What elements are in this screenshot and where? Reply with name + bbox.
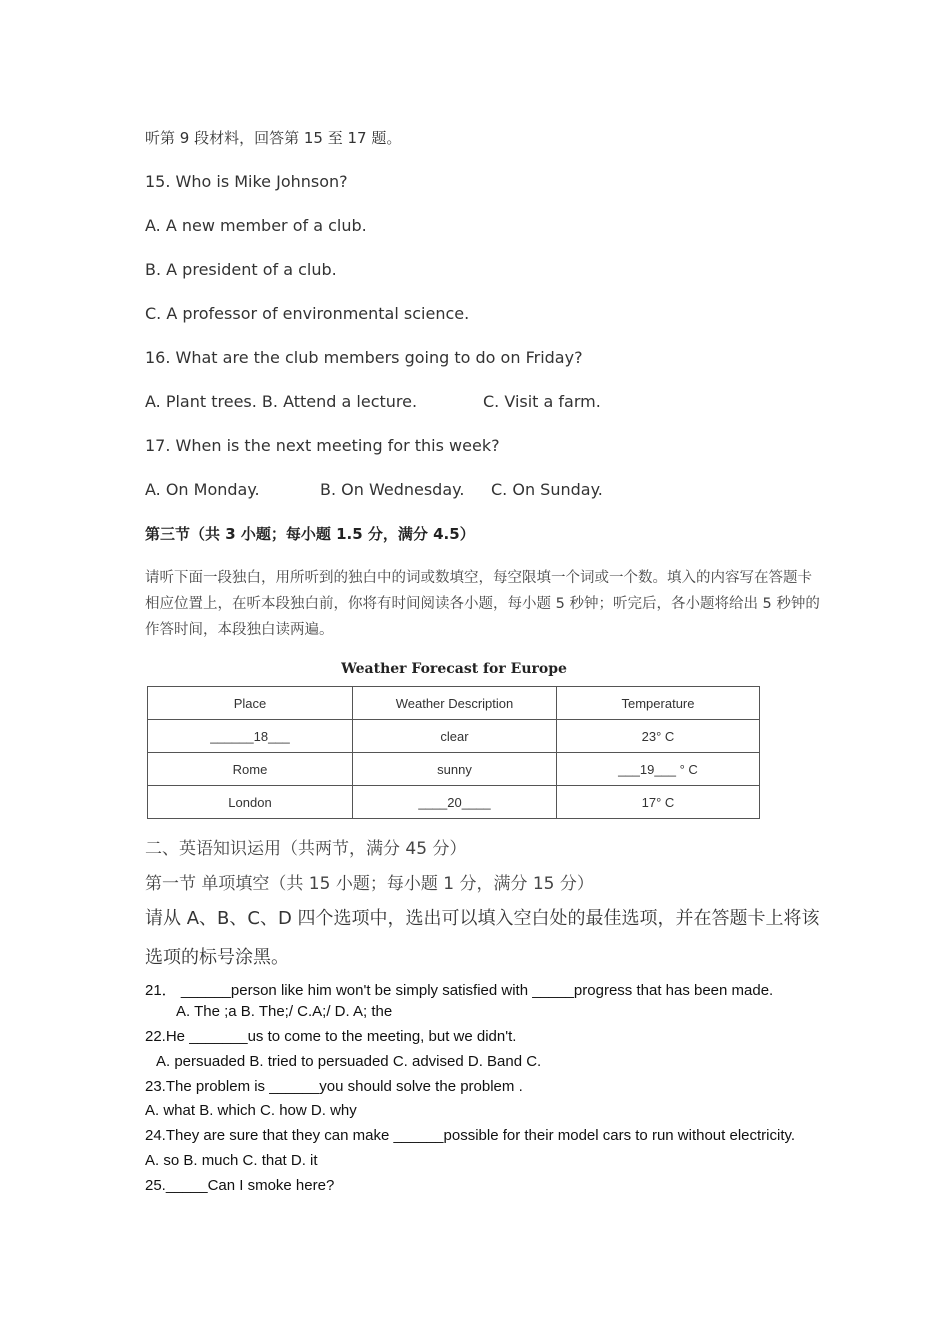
question-21-options: A. The ;a B. The;/ C.A;/ D. A; the <box>176 1003 393 1020</box>
passage-9-intro: 听第 9 段材料，回答第 15 至 17 题。 <box>145 129 402 147</box>
question-17-option-a: A. On Monday. <box>145 480 260 499</box>
header-place: Place <box>148 687 353 720</box>
table-row <box>148 753 760 786</box>
question-22-options: A. persuaded B. tried to persuaded C. advised D. Band C. <box>156 1053 542 1070</box>
question-24-options: A. so B. much C. that D. it <box>145 1152 318 1169</box>
weather-table-title: Weather Forecast for Europe <box>341 661 567 677</box>
question-15: 15. Who is Mike Johnson? <box>145 172 348 191</box>
header-weather-description: Weather Description <box>353 687 557 720</box>
cell-weather: sunny <box>353 753 557 786</box>
cell-weather: ____20____ <box>353 786 557 819</box>
cell-place: Rome <box>148 753 353 786</box>
question-24: 24.They are sure that they can make ______possible for their model cars to run without electricity. <box>145 1127 796 1144</box>
part-2-instructions-line-2: 选项的标号涂黑。 <box>145 947 289 968</box>
cell-temperature: 17° C <box>557 786 760 819</box>
question-15-option-c: C. A professor of environmental science. <box>145 304 470 323</box>
cell-weather: clear <box>353 720 557 753</box>
question-22: 22.He _______us to come to the meeting, but we didn't. <box>145 1028 517 1045</box>
question-17-option-b: B. On Wednesday. <box>320 480 465 499</box>
question-17: 17. When is the next meeting for this week? <box>145 436 500 455</box>
cell-temperature: ___19___ ° C <box>557 753 760 786</box>
question-23: 23.The problem is ______you should solve the problem . <box>145 1078 523 1095</box>
cell-place: ______18___ <box>148 720 353 753</box>
header-temperature: Temperature <box>557 687 760 720</box>
part-2-section-1-heading: 第一节 单项填空（共 15 小题；每小题 1 分，满分 15 分） <box>145 874 594 894</box>
question-16-option-c: C. Visit a farm. <box>483 392 601 411</box>
weather-forecast-table <box>147 686 760 819</box>
question-23-options: A. what B. which C. how D. why <box>145 1102 357 1119</box>
question-17-option-c: C. On Sunday. <box>491 480 603 499</box>
part-2-instructions-line-1: 请从 A、B、C、D 四个选项中，选出可以填入空白处的最佳选项，并在答题卡上将该 <box>145 908 820 929</box>
question-16-options-ab: A. Plant trees. B. Attend a lecture. <box>145 392 418 411</box>
question-15-option-a: A. A new member of a club. <box>145 216 367 235</box>
table-row <box>148 720 760 753</box>
section-3-heading: 第三节（共 3 小题；每小题 1.5 分，满分 4.5） <box>145 525 475 543</box>
part-2-heading: 二、英语知识运用（共两节，满分 45 分） <box>145 839 467 859</box>
cell-temperature: 23° C <box>557 720 760 753</box>
section-3-instructions: 请听下面一段独白，用所听到的独白中的词或数填空，每空限填一个词或一个数。填入的内容写在答题卡相应位置上，在听本段独白前，你将有时间阅读各小题，每小题 5 秒钟；听完后，各小题将给出 5 秒钟的作答时间，本段独白读两遍。 <box>145 570 820 638</box>
table-row <box>148 786 760 819</box>
question-15-option-b: B. A president of a club. <box>145 260 337 279</box>
table-header-row <box>148 687 760 720</box>
question-21: 21． ______person like him won't be simply satisfied with _____progress that has been made. <box>145 982 774 999</box>
question-25: 25._____Can I smoke here? <box>145 1177 335 1194</box>
question-16: 16. What are the club members going to do on Friday? <box>145 348 583 367</box>
cell-place: London <box>148 786 353 819</box>
